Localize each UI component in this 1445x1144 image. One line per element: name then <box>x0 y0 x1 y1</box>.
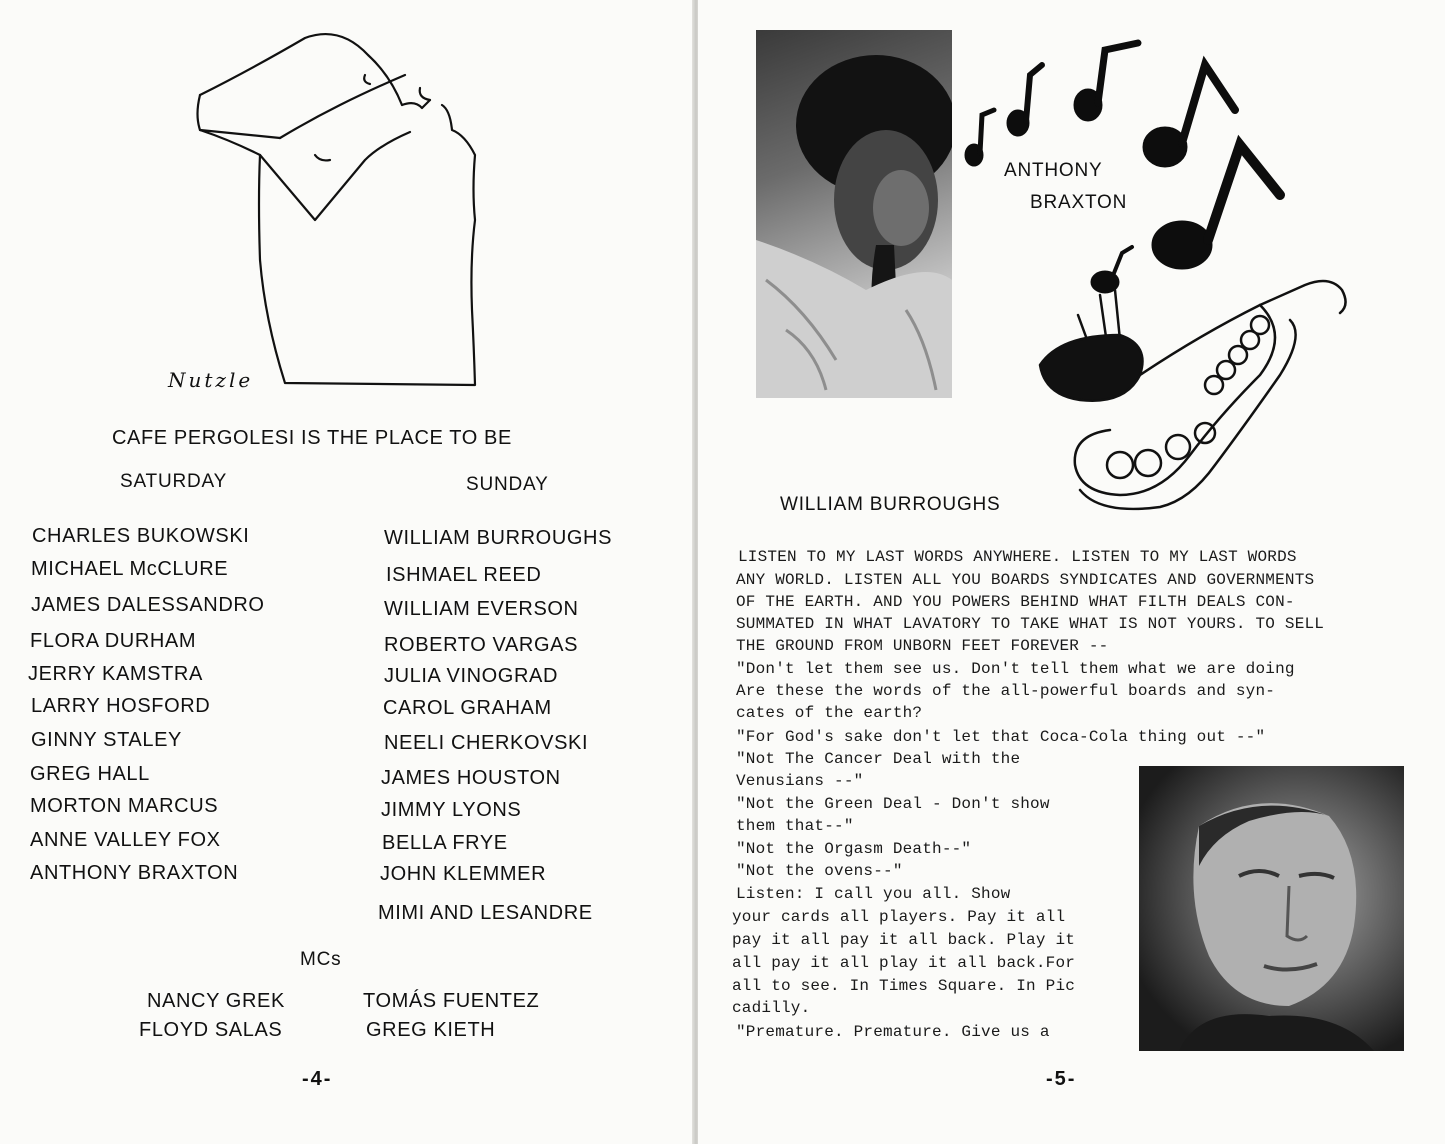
sunday-performer: JULIA VINOGRAD <box>384 665 558 687</box>
saturday-performer: GINNY STALEY <box>31 729 182 751</box>
body-text-line: LISTEN TO MY LAST WORDS ANYWHERE. LISTEN TO MY LAST WORDS <box>738 548 1297 566</box>
saturday-performer: MORTON MARCUS <box>30 795 219 817</box>
mc-name: TOMÁS FUENTEZ <box>363 990 540 1012</box>
sunday-performer: NEELI CHERKOVSKI <box>384 732 589 754</box>
body-text-line: Listen: I call you all. Show <box>736 885 1011 903</box>
body-text-line: "For God's sake don't let that Coca-Cola thing out --" <box>736 728 1266 746</box>
body-text-line: ANY WORLD. LISTEN ALL YOU BOARDS SYNDICATES AND GOVERNMENTS <box>736 571 1315 589</box>
sunday-performer: JAMES HOUSTON <box>381 767 561 789</box>
burroughs-figure <box>1139 766 1404 1051</box>
saturday-performer: JAMES DALESSANDRO <box>31 594 265 616</box>
burroughs-caption: WILLIAM BURROUGHS <box>780 494 1001 515</box>
braxton-caption-line1: ANTHONY <box>1004 160 1103 181</box>
body-text-line: pay it all pay it all back. Play it <box>732 931 1076 949</box>
body-text-line: them that--" <box>736 817 854 835</box>
right-page <box>698 0 1445 1144</box>
saturday-performer: ANTHONY BRAXTON <box>30 862 239 884</box>
saturday-performer: CHARLES BUKOWSKI <box>32 525 250 547</box>
body-text-line: cadilly. <box>732 999 811 1017</box>
mc-name: NANCY GREK <box>147 990 285 1012</box>
body-text-line: "Not the Orgasm Death--" <box>736 840 972 858</box>
headline: CAFE PERGOLESI IS THE PLACE TO BE <box>112 427 512 449</box>
sunday-performer: JIMMY LYONS <box>381 799 522 821</box>
body-text-line: OF THE EARTH. AND YOU POWERS BEHIND WHAT FILTH DEALS CON- <box>736 593 1295 611</box>
page-number-right: -5- <box>1046 1068 1077 1090</box>
body-text-line: "Not the ovens--" <box>736 862 903 880</box>
saturday-performer: JERRY KAMSTRA <box>28 663 203 685</box>
body-text-line: SUMMATED IN WHAT LAVATORY TO TAKE WHAT IS NOT YOURS. TO SELL <box>736 615 1325 633</box>
sunday-performer: CAROL GRAHAM <box>383 697 552 719</box>
body-text-line: all pay it all play it all back.For <box>732 954 1076 972</box>
sunday-performer: WILLIAM BURROUGHS <box>384 527 613 549</box>
body-text-line: "Not the Green Deal - Don't show <box>736 795 1050 813</box>
mcs-label: MCs <box>300 949 342 970</box>
sunday-performer: JOHN KLEMMER <box>380 863 547 885</box>
body-text-line: cates of the earth? <box>736 704 923 722</box>
music-notes-saxophone-drawing <box>960 35 1380 515</box>
sunday-performer: ROBERTO VARGAS <box>384 634 579 656</box>
saturday-label: SATURDAY <box>120 471 228 492</box>
body-text-line: Are these the words of the all-powerful boards and syn- <box>736 682 1276 700</box>
body-text-line: all to see. In Times Square. In Pic <box>732 977 1076 995</box>
body-text-line: "Don't let them see us. Don't tell them what we are doing <box>736 660 1295 678</box>
body-text-line: THE GROUND FROM UNBORN FEET FOREVER -- <box>736 637 1109 655</box>
sunday-performer: MIMI AND LESANDRE <box>378 902 593 924</box>
sunday-label: SUNDAY <box>466 474 549 495</box>
left-page <box>0 0 694 1144</box>
saturday-performer: MICHAEL McCLURE <box>31 558 229 580</box>
anthony-braxton-photo <box>756 30 952 398</box>
sunday-performer: ISHMAEL REED <box>386 564 542 586</box>
body-text-line: Venusians --" <box>736 772 864 790</box>
saturday-performer: ANNE VALLEY FOX <box>30 829 221 851</box>
body-text-line: "Not The Cancer Deal with the <box>736 750 1021 768</box>
body-text-line: "Premature. Premature. Give us a <box>736 1023 1050 1041</box>
saturday-performer: FLORA DURHAM <box>30 630 197 652</box>
braxton-figure <box>756 30 952 398</box>
mc-name: GREG KIETH <box>366 1019 496 1041</box>
saturday-performer: GREG HALL <box>30 763 150 785</box>
mc-name: FLOYD SALAS <box>139 1019 283 1041</box>
page-number-left: -4- <box>302 1068 333 1090</box>
saturday-performer: LARRY HOSFORD <box>31 695 211 717</box>
braxton-caption-line2: BRAXTON <box>1030 192 1128 213</box>
line-drawing-illustration <box>190 20 510 400</box>
sunday-performer: WILLIAM EVERSON <box>384 598 579 620</box>
william-burroughs-photo <box>1139 766 1404 1051</box>
artist-signature: Nutzle <box>168 368 254 392</box>
sunday-performer: BELLA FRYE <box>382 832 508 854</box>
body-text-line: your cards all players. Pay it all <box>732 908 1066 926</box>
